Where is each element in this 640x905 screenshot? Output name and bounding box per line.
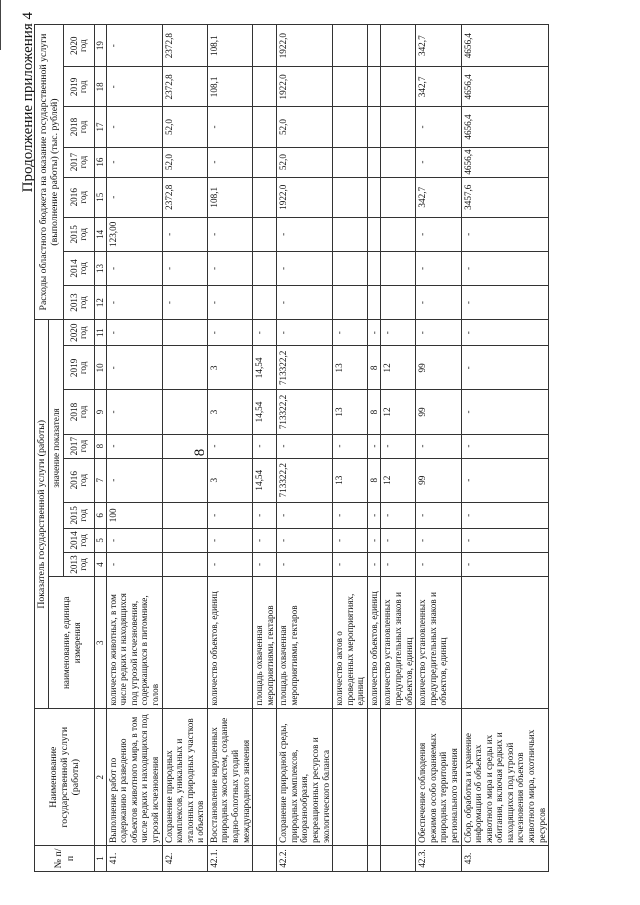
row-number [367, 845, 381, 871]
header-indicator-name: наименование, единица измерения [49, 577, 95, 709]
column-number: 15 [95, 177, 106, 217]
indicator-value: - [207, 502, 252, 528]
expense-value [367, 107, 381, 147]
service-name: Сохранение природных комплексов, уникальных и эталонных природных участков и объектов [162, 709, 207, 845]
indicator-value: 8 [367, 458, 381, 502]
year-unit: год [78, 326, 89, 339]
expense-value: 4656,4 [461, 25, 549, 67]
expense-value: 2372,8 [162, 177, 207, 217]
indicator-value: - [106, 552, 162, 576]
expense-value [253, 147, 277, 177]
column-number: 1 [95, 845, 106, 871]
table-row [277, 25, 333, 872]
service-name [381, 709, 416, 845]
year-unit: год [78, 80, 89, 94]
indicator-value: - [106, 434, 162, 458]
expense-value: - [277, 251, 333, 285]
expense-value: - [162, 286, 207, 320]
indicator-unit: количество установленных предупредительных знаков и объектов, единиц [381, 577, 416, 709]
row-number [381, 845, 416, 871]
indicator-value: - [207, 552, 252, 576]
indicator-value: 14,54 [253, 390, 277, 434]
indicator-value: - [333, 552, 368, 576]
table-row [367, 25, 381, 872]
indicator-value: - [416, 320, 461, 346]
table-row [416, 25, 461, 872]
year-unit: год [78, 439, 89, 453]
table-row [253, 25, 277, 872]
row-number [253, 845, 277, 871]
indicator-value: - [416, 502, 461, 528]
indicator-value: 713322,2 [277, 346, 333, 390]
expense-value: - [416, 217, 461, 251]
expense-value: - [416, 251, 461, 285]
indicator-value: - [381, 434, 416, 458]
indicator-unit [461, 577, 549, 709]
indicator-value: - [367, 528, 381, 552]
expense-value: 108,1 [207, 177, 252, 217]
expense-value [381, 251, 416, 285]
indicator-unit: количество животных, в том числе редких и находящихся под угрозой исчезновения, содержащихся в питомнике, голов [106, 577, 162, 709]
expense-value [381, 107, 416, 147]
row-number: 42. [162, 845, 207, 871]
expense-value: 342,7 [416, 25, 461, 67]
indicator-value: - [333, 434, 368, 458]
expense-value [333, 107, 368, 147]
expense-value [367, 177, 381, 217]
expense-value: - [207, 217, 252, 251]
indicator-value [162, 346, 207, 390]
year-label: 2016 [68, 188, 79, 207]
expense-value [333, 217, 368, 251]
column-number: 5 [95, 528, 106, 552]
expense-value [253, 107, 277, 147]
column-number: 18 [95, 67, 106, 107]
year-header-expenses-2019 [64, 67, 95, 107]
indicator-value [162, 458, 207, 502]
table-row [162, 25, 207, 872]
expense-value: - [416, 147, 461, 177]
column-number: 17 [95, 107, 106, 147]
service-name: Обеспечение соблюдения режимов особо охраняемых природных территорий регионального значения [416, 709, 461, 845]
column-number: 14 [95, 217, 106, 251]
year-label: 2018 [68, 402, 79, 422]
expense-value [367, 25, 381, 67]
table-row [381, 25, 416, 872]
indicator-value: - [277, 502, 333, 528]
service-name: Сбор, обработка и хранение информации об объектах животного мира и среды их обитания, включая редких и находящихся под угрозой исчезновения объектов животного мира, охотничьих ресурсов [461, 709, 549, 845]
year-header-expenses-2017 [64, 147, 95, 177]
column-number-row [95, 25, 106, 872]
expense-value [333, 177, 368, 217]
indicator-value [162, 390, 207, 434]
year-header-expenses-2014 [64, 251, 95, 285]
indicator-unit [162, 577, 207, 709]
year-label: 2015 [68, 225, 79, 244]
expense-value: 342,7 [416, 177, 461, 217]
indicator-value: 14,54 [253, 458, 277, 502]
year-label: 2020 [68, 323, 79, 342]
indicator-value: 3 [207, 458, 252, 502]
year-label: 2016 [68, 471, 79, 490]
year-header-expenses-2015 [64, 217, 95, 251]
expense-value: - [461, 286, 549, 320]
indicator-value: - [253, 528, 277, 552]
year-unit: год [78, 534, 89, 547]
year-unit: год [78, 473, 89, 487]
year-header-expenses-2018 [64, 107, 95, 147]
expense-value [333, 251, 368, 285]
indicator-value [162, 552, 207, 576]
expense-value: - [106, 25, 162, 67]
column-number: 4 [95, 552, 106, 576]
expense-value: - [162, 217, 207, 251]
service-name [333, 709, 368, 845]
year-unit: год [78, 296, 89, 309]
year-label: 2014 [68, 259, 79, 278]
expense-value: - [277, 217, 333, 251]
table-row [207, 25, 252, 872]
services-table [34, 24, 549, 872]
year-label: 2014 [68, 531, 79, 550]
indicator-unit: количество установленных предупредительных знаков и объектов, единиц [416, 577, 461, 709]
indicator-unit: площадь охваченная мероприятиями, гектаров [277, 577, 333, 709]
expense-value [367, 251, 381, 285]
continuation-title: Продолжение приложения 4 [20, 12, 36, 193]
expense-value: 4656,4 [461, 147, 549, 177]
indicator-value: - [207, 320, 252, 346]
expense-value: - [416, 107, 461, 147]
indicator-value: - [461, 434, 549, 458]
year-label: 2020 [68, 36, 79, 55]
row-number: 42.2. [277, 845, 333, 871]
expense-value: 4656,4 [461, 67, 549, 107]
expense-value: - [106, 107, 162, 147]
expense-value [253, 251, 277, 285]
header-expenses: Расходы областного бюджета на оказание государственной услуги (выполнение работы) (тыс. рублей) [35, 25, 64, 320]
indicator-value: 13 [333, 346, 368, 390]
row-number: 43. [461, 845, 549, 871]
year-header-expenses-2013 [64, 286, 95, 320]
year-unit: год [78, 361, 89, 375]
service-name: Сохранение природной среды, природных комплексов, биоразнообразия, рекреационных ресурсов и экологического баланса [277, 709, 333, 845]
service-name [253, 709, 277, 845]
indicator-value: - [106, 528, 162, 552]
indicator-value: - [207, 528, 252, 552]
year-label: 2019 [68, 77, 79, 97]
expense-value: 2372,8 [162, 25, 207, 67]
table-row [333, 25, 368, 872]
expense-value: 4656,4 [461, 107, 549, 147]
indicator-value: - [367, 552, 381, 576]
service-name: Восстановление нарушенных природных экосистем, создание водно-болотных угодий международного значения [207, 709, 252, 845]
indicator-value: - [381, 552, 416, 576]
row-number: 41. [106, 845, 162, 871]
expense-value: 1922,0 [277, 25, 333, 67]
expense-value: 1922,0 [277, 177, 333, 217]
expense-value: 342,7 [416, 67, 461, 107]
year-header-values-2019 [64, 346, 95, 390]
expense-value: 52,0 [277, 147, 333, 177]
row-number: 42.3. [416, 845, 461, 871]
table-row [461, 25, 549, 872]
year-header-values-2017 [64, 434, 95, 458]
indicator-value: - [367, 502, 381, 528]
indicator-value: - [253, 552, 277, 576]
indicator-value: - [416, 552, 461, 576]
indicator-value: - [207, 434, 252, 458]
top-rule [0, 0, 1, 50]
indicator-value [162, 320, 207, 346]
column-number: 7 [95, 458, 106, 502]
indicator-value: 713322,2 [277, 390, 333, 434]
indicator-value: - [333, 502, 368, 528]
indicator-value [162, 528, 207, 552]
expense-value [333, 286, 368, 320]
year-unit: год [78, 509, 89, 522]
indicator-value [162, 502, 207, 528]
year-label: 2017 [68, 436, 79, 456]
year-unit: год [78, 120, 89, 134]
year-header-expenses-2016 [64, 177, 95, 217]
expense-value [367, 67, 381, 107]
indicator-value: 99 [416, 458, 461, 502]
column-number: 6 [95, 502, 106, 528]
expense-value: - [106, 67, 162, 107]
year-header-expenses-2020 [64, 25, 95, 67]
table-row [106, 25, 162, 872]
year-label: 2017 [68, 152, 79, 172]
indicator-value: 100 [106, 502, 162, 528]
expense-value [381, 67, 416, 107]
expense-value [367, 217, 381, 251]
expense-value [367, 286, 381, 320]
expense-value [381, 177, 416, 217]
expense-value [333, 67, 368, 107]
expense-value [381, 217, 416, 251]
indicator-value: - [277, 320, 333, 346]
indicator-unit: количество актов о проведенных мероприятиях, единиц [333, 577, 368, 709]
indicator-value: - [381, 528, 416, 552]
header-indicator-value: значение показателя [49, 320, 64, 577]
column-number: 16 [95, 147, 106, 177]
expense-value: - [207, 251, 252, 285]
year-label: 2015 [68, 506, 79, 525]
indicator-unit: количество объектов, единиц [367, 577, 381, 709]
year-header-values-2015 [64, 502, 95, 528]
indicator-value: - [461, 552, 549, 576]
indicator-value: - [461, 528, 549, 552]
indicator-value: 14,54 [253, 346, 277, 390]
expense-value [253, 217, 277, 251]
indicator-value: 3 [207, 390, 252, 434]
indicator-value: 99 [416, 346, 461, 390]
indicator-value: - [277, 552, 333, 576]
service-name [367, 709, 381, 845]
expense-value: 108,1 [207, 25, 252, 67]
year-unit: год [78, 155, 89, 169]
expense-value: - [207, 107, 252, 147]
year-label: 2019 [68, 358, 79, 378]
expense-value: - [106, 286, 162, 320]
column-number: 10 [95, 346, 106, 390]
column-number: 11 [95, 320, 106, 346]
indicator-value: 12 [381, 458, 416, 502]
indicator-value: - [277, 528, 333, 552]
indicator-value: - [106, 458, 162, 502]
indicator-value: - [253, 320, 277, 346]
column-number: 13 [95, 251, 106, 285]
indicator-value: - [381, 502, 416, 528]
column-number: 9 [95, 390, 106, 434]
column-number: 3 [95, 577, 106, 709]
indicator-value: 99 [416, 390, 461, 434]
indicator-unit: площадь охваченная мероприятиями, гектаров [253, 577, 277, 709]
column-number: 8 [95, 434, 106, 458]
indicator-value: - [106, 320, 162, 346]
header-no: № п/п [35, 845, 95, 871]
indicator-value: - [461, 502, 549, 528]
indicator-value: - [461, 346, 549, 390]
year-unit: год [78, 39, 89, 52]
expense-value: - [106, 251, 162, 285]
indicator-value: 13 [333, 390, 368, 434]
year-label: 2013 [68, 293, 79, 312]
indicator-value: 3 [207, 346, 252, 390]
row-number [333, 845, 368, 871]
year-header-values-2020 [64, 320, 95, 346]
year-unit: год [78, 190, 89, 204]
column-number: 2 [95, 709, 106, 845]
indicator-value: - [461, 390, 549, 434]
indicator-value: - [253, 434, 277, 458]
expense-value: - [207, 286, 252, 320]
expense-value: 108,1 [207, 67, 252, 107]
expense-value: - [162, 251, 207, 285]
year-unit: год [78, 558, 89, 571]
year-header-values-2018 [64, 390, 95, 434]
expense-value: 2372,8 [162, 67, 207, 107]
expense-value: 52,0 [162, 107, 207, 147]
indicator-value: - [416, 434, 461, 458]
expense-value: - [416, 286, 461, 320]
indicator-value: - [106, 390, 162, 434]
service-name: Выполнение работ по содержанию и разведению объектов животного мира, в том числе редких и находящихся под угрозой исчезновения [106, 709, 162, 845]
expense-value [381, 25, 416, 67]
expense-value [253, 67, 277, 107]
column-number: 19 [95, 25, 106, 67]
indicator-value: 12 [381, 346, 416, 390]
year-header-values-2016 [64, 458, 95, 502]
header-service: Наименование государственной услуги (работы) [35, 709, 95, 845]
indicator-value: - [333, 320, 368, 346]
indicator-value: - [333, 528, 368, 552]
indicator-value: - [416, 528, 461, 552]
expense-value: 52,0 [162, 147, 207, 177]
expense-value [253, 25, 277, 67]
page-number: 8 [192, 448, 208, 457]
year-unit: год [78, 262, 89, 275]
expense-value [333, 25, 368, 67]
indicator-value: 13 [333, 458, 368, 502]
indicator-value: - [106, 346, 162, 390]
expense-value: - [106, 177, 162, 217]
indicator-unit: количество объектов, единиц [207, 577, 252, 709]
expense-value: - [106, 147, 162, 177]
header-indicator: Показатель государственной услуги (работы) [35, 320, 49, 709]
indicator-value: - [461, 320, 549, 346]
year-label: 2018 [68, 117, 79, 137]
expense-value: 52,0 [277, 107, 333, 147]
indicator-value: 8 [367, 390, 381, 434]
indicator-value: - [367, 434, 381, 458]
expense-value: - [461, 217, 549, 251]
expense-value: - [461, 251, 549, 285]
indicator-value: - [277, 434, 333, 458]
indicator-value: - [367, 320, 381, 346]
expense-value [381, 147, 416, 177]
indicator-value: - [381, 320, 416, 346]
year-unit: год [78, 228, 89, 241]
expense-value: 3457,6 [461, 177, 549, 217]
row-number: 42.1. [207, 845, 252, 871]
table-body [106, 25, 549, 872]
indicator-value: - [253, 502, 277, 528]
expense-value [367, 147, 381, 177]
column-number: 12 [95, 286, 106, 320]
year-header-values-2014 [64, 528, 95, 552]
indicator-value [162, 434, 207, 458]
indicator-value: 713322,2 [277, 458, 333, 502]
expense-value [333, 147, 368, 177]
expense-value: 1922,0 [277, 67, 333, 107]
year-header-values-2013 [64, 552, 95, 576]
expense-value: 123,00 [106, 217, 162, 251]
expense-value [253, 177, 277, 217]
indicator-value: - [461, 458, 549, 502]
expense-value: - [207, 147, 252, 177]
expense-value [253, 286, 277, 320]
expense-value [381, 286, 416, 320]
indicator-value: 12 [381, 390, 416, 434]
year-unit: год [78, 405, 89, 419]
year-label: 2013 [68, 555, 79, 574]
indicator-value: 8 [367, 346, 381, 390]
expense-value: - [277, 286, 333, 320]
